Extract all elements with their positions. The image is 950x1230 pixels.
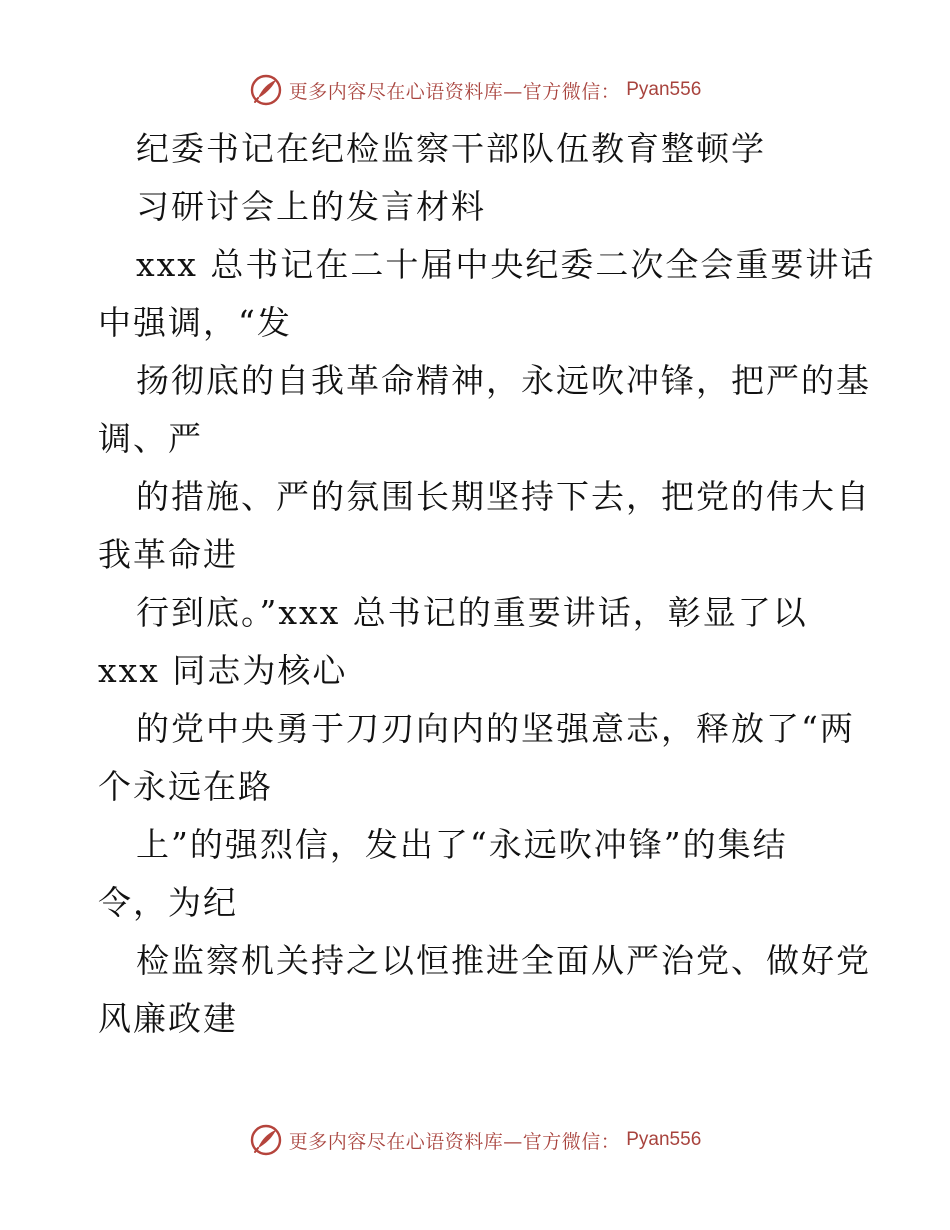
body-line: 个永远在路 bbox=[98, 767, 273, 806]
title-line-2: 习研讨会上的发言材料 bbox=[136, 187, 486, 226]
body-line: 风廉政建 bbox=[98, 999, 238, 1038]
header-banner-id: Pyan556 bbox=[626, 79, 702, 100]
footer-banner-text: 更多内容尽在心语资料库—官方微信： bbox=[288, 1130, 621, 1153]
body-line: 扬彻底的自我革命精神，永远吹冲锋，把严的基 bbox=[136, 361, 871, 400]
body-line: xxx 总书记在二十届中央纪委二次全会重要讲话 bbox=[136, 245, 876, 284]
feather-pen-logo-icon bbox=[249, 73, 283, 107]
body-line: 检监察机关持之以恒推进全面从严治党、做好党 bbox=[136, 941, 871, 980]
feather-pen-logo-icon bbox=[249, 1123, 283, 1157]
footer-banner-id: Pyan556 bbox=[626, 1129, 702, 1150]
body-line: 行到底。”xxx 总书记的重要讲话，彰显了以 bbox=[136, 593, 808, 632]
body-line: 的措施、严的氛围长期坚持下去，把党的伟大自 bbox=[136, 477, 871, 516]
body-line: 上”的强烈信，发出了“永远吹冲锋”的集结 bbox=[136, 825, 788, 864]
body-line: 令，为纪 bbox=[98, 883, 238, 922]
body-line: 我革命进 bbox=[98, 535, 238, 574]
body-line: 中强调，“发 bbox=[98, 303, 292, 342]
document-body bbox=[98, 120, 876, 1048]
title-line-1: 纪委书记在纪检监察干部队伍教育整顿学 bbox=[136, 129, 766, 168]
body-line: 调、严 bbox=[98, 419, 203, 458]
body-line: xxx 同志为核心 bbox=[98, 651, 348, 690]
footer-banner bbox=[0, 1120, 950, 1160]
header-banner-text: 更多内容尽在心语资料库—官方微信： bbox=[288, 80, 621, 103]
body-line: 的党中央勇于刀刃向内的坚强意志，释放了“两 bbox=[136, 709, 855, 748]
header-banner bbox=[0, 70, 950, 110]
